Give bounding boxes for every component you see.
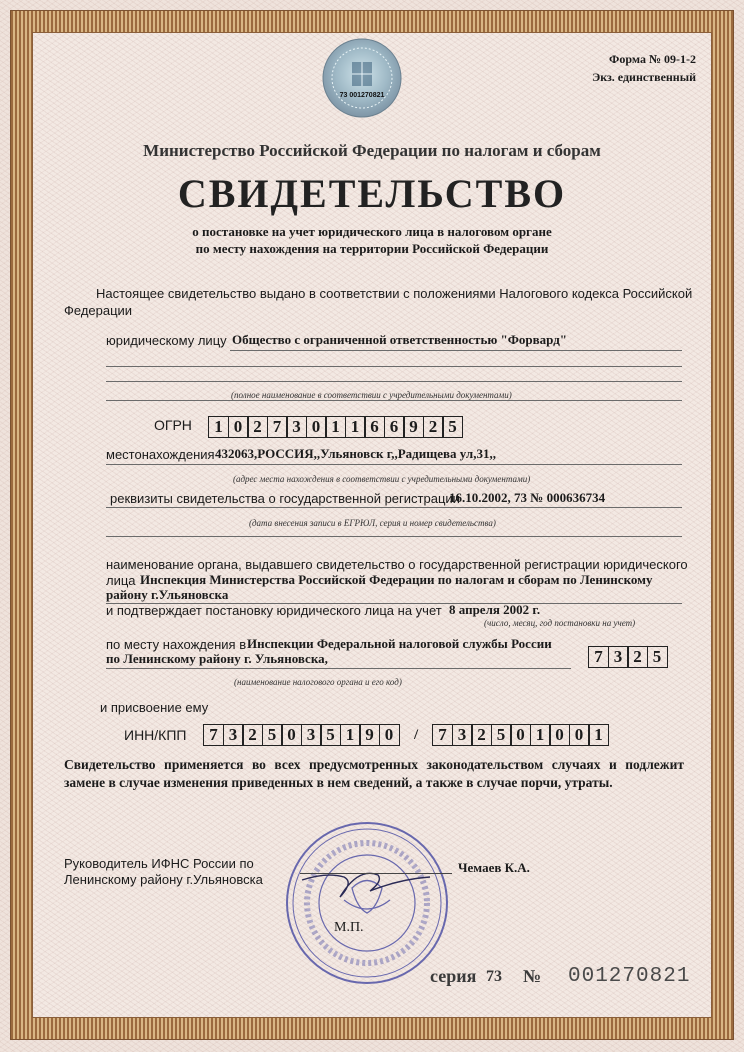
intro-line-2: Федерации bbox=[64, 303, 133, 318]
registration-hint: (дата внесения записи в ЕГРЮЛ, серия и номер свидетельства) bbox=[249, 518, 496, 528]
copy-note: Экз. единственный bbox=[592, 70, 696, 84]
kpp-digit: 1 bbox=[530, 724, 551, 746]
inn-digit: 2 bbox=[242, 724, 263, 746]
tax-office-label: по месту нахождения в bbox=[106, 637, 247, 652]
kpp-digit: 3 bbox=[452, 724, 473, 746]
tax-office-value-2: по Ленинскому району г. Ульяновска, bbox=[106, 651, 328, 666]
hologram-seal bbox=[322, 38, 402, 118]
ogrn-digit: 3 bbox=[286, 416, 307, 438]
registration-value: 16.10.2002, 73 № 000636734 bbox=[449, 490, 606, 505]
ogrn-digit: 0 bbox=[228, 416, 249, 438]
kpp-boxes bbox=[432, 724, 608, 746]
inn-digit: 1 bbox=[340, 724, 361, 746]
intro-line-1: Настоящее свидетельство выдано в соответствии с положениями Налогового кодекса Российской bbox=[96, 286, 693, 301]
tax-office-code-digit: 7 bbox=[588, 646, 609, 668]
ogrn-digit: 1 bbox=[325, 416, 346, 438]
entity-hint: (полное наименование в соответствии с учредительными документами) bbox=[231, 390, 512, 400]
number-label: № bbox=[523, 966, 542, 986]
official-stamp bbox=[282, 818, 452, 988]
ogrn-label: ОГРН bbox=[154, 417, 192, 433]
address-hint: (адрес места нахождения в соответствии с учредительными документами) bbox=[233, 474, 531, 484]
ogrn-digit: 1 bbox=[208, 416, 229, 438]
inn-digit: 7 bbox=[203, 724, 224, 746]
ogrn-digit: 1 bbox=[345, 416, 366, 438]
ogrn-digit: 5 bbox=[442, 416, 463, 438]
kpp-digit: 0 bbox=[549, 724, 570, 746]
series-label: серия bbox=[430, 966, 477, 986]
tax-office-code-digit: 2 bbox=[627, 646, 648, 668]
signer-name: Чемаев К.А. bbox=[458, 860, 530, 875]
kpp-digit: 1 bbox=[588, 724, 609, 746]
stamp-place-label: М.П. bbox=[334, 920, 364, 935]
ministry-heading: Министерство Российской Федерации по налогам и сборам bbox=[143, 141, 601, 160]
tax-office-code-digit: 3 bbox=[608, 646, 629, 668]
confirm-date: 8 апреля 2002 г. bbox=[449, 602, 541, 617]
ogrn-boxes bbox=[208, 416, 462, 438]
inn-digit: 5 bbox=[320, 724, 341, 746]
entity-label: юридическому лицу bbox=[106, 333, 227, 348]
inn-digit: 0 bbox=[379, 724, 400, 746]
validity-text: Свидетельство применяется во всех предусмотренных законодательством случаях и подлежит замене в случае изменения приведенных в нем сведений, а также в случае порчи, утраты. bbox=[64, 757, 684, 790]
ogrn-digit: 2 bbox=[247, 416, 268, 438]
inn-digit: 3 bbox=[301, 724, 322, 746]
document-title: СВИДЕТЕЛЬСТВО bbox=[177, 171, 567, 216]
issuer-label-2: лица bbox=[106, 573, 136, 588]
ogrn-digit: 9 bbox=[403, 416, 424, 438]
kpp-digit: 0 bbox=[569, 724, 590, 746]
tax-office-code-digit: 5 bbox=[647, 646, 668, 668]
assign-text: и присвоение ему bbox=[100, 700, 209, 715]
kpp-digit: 0 bbox=[510, 724, 531, 746]
confirm-hint: (число, месяц, год постановки на учет) bbox=[484, 618, 636, 628]
inn-digit: 9 bbox=[359, 724, 380, 746]
serial-number: 001270821 bbox=[568, 965, 691, 988]
ogrn-digit: 6 bbox=[364, 416, 385, 438]
inn-digit: 5 bbox=[262, 724, 283, 746]
kpp-digit: 2 bbox=[471, 724, 492, 746]
hologram-number: 73 001270821 bbox=[339, 92, 385, 99]
tax-office-code-boxes bbox=[588, 646, 666, 668]
signer-position-1: Руководитель ИФНС России по bbox=[64, 856, 254, 871]
inn-boxes bbox=[203, 724, 398, 746]
ogrn-digit: 6 bbox=[384, 416, 405, 438]
issuer-label-1: наименование органа, выдавшего свидетельство о государственной регистрации юридического bbox=[106, 557, 688, 572]
ogrn-digit: 0 bbox=[306, 416, 327, 438]
entity-name: Общество с ограниченной ответственностью "Форвард" bbox=[232, 332, 567, 347]
form-number: Форма № 09-1-2 bbox=[609, 52, 696, 66]
confirm-label: и подтверждает постановку юридического лица на учет bbox=[106, 603, 442, 618]
inn-digit: 3 bbox=[223, 724, 244, 746]
tax-office-value-1: Инспекции Федеральной налоговой службы России bbox=[247, 636, 552, 651]
address-label: местонахождения bbox=[106, 447, 215, 462]
registration-label: реквизиты свидетельства о государственной регистрации bbox=[110, 491, 460, 506]
ogrn-digit: 2 bbox=[423, 416, 444, 438]
kpp-digit: 7 bbox=[432, 724, 453, 746]
subtitle-line-2: по месту нахождения на территории Российской Федерации bbox=[195, 241, 549, 256]
inn-digit: 0 bbox=[281, 724, 302, 746]
issuer-value-1: Инспекция Министерства Российской Федерации по налогам и сборам по Ленинскому bbox=[140, 572, 653, 587]
signer-position-2: Ленинскому району г.Ульяновска bbox=[64, 872, 263, 887]
series-value: 73 bbox=[486, 968, 502, 985]
address-value: 432063,РОССИЯ,,Ульяновск г,,Радищева ул,31,, bbox=[215, 446, 496, 461]
issuer-value-2: району г.Ульяновска bbox=[106, 587, 229, 602]
inn-kpp-separator: / bbox=[414, 727, 419, 743]
ogrn-digit: 7 bbox=[267, 416, 288, 438]
subtitle-line-1: о постановке на учет юридического лица в налоговом органе bbox=[192, 224, 552, 239]
tax-office-hint: (наименование налогового органа и его код) bbox=[234, 677, 402, 687]
inn-kpp-label: ИНН/КПП bbox=[124, 727, 187, 743]
kpp-digit: 5 bbox=[491, 724, 512, 746]
